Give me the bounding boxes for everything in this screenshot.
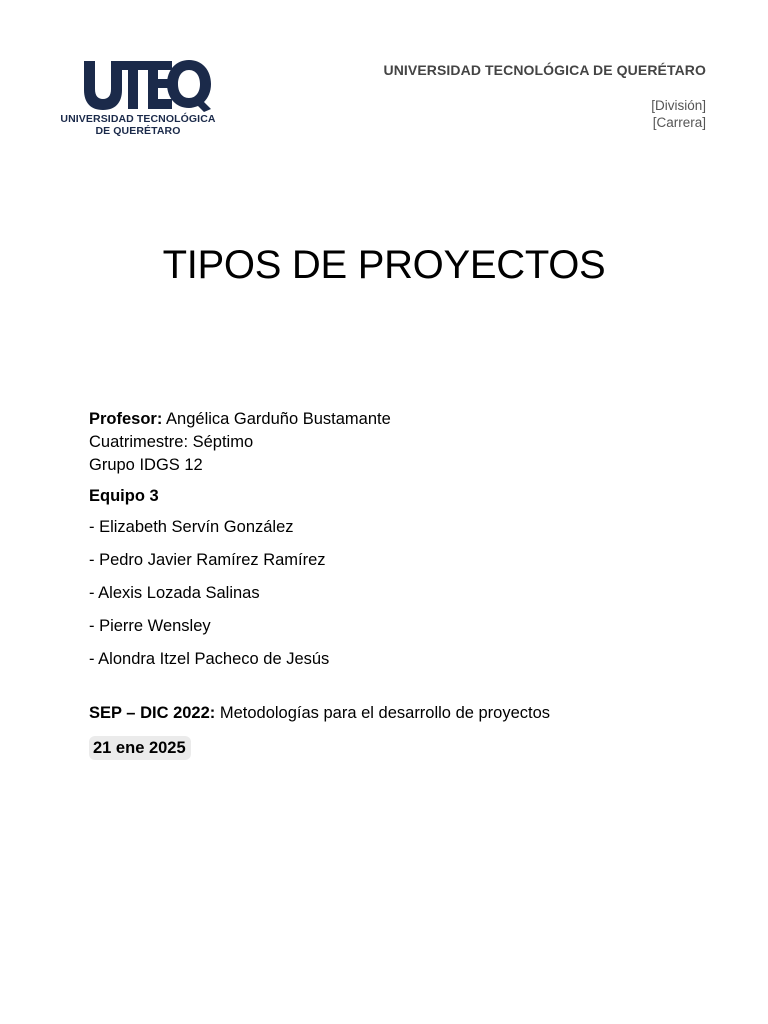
division-placeholder: [División]: [651, 98, 706, 113]
team-members-list: [89, 516, 709, 671]
professor-label: Profesor:: [89, 410, 163, 428]
header-info: [306, 61, 706, 131]
document-body: [89, 408, 709, 760]
team-member: - Alexis Lozada Salinas: [89, 584, 260, 602]
professor-name: Angélica Garduño Bustamante: [162, 410, 391, 428]
team-member: - Elizabeth Servín González: [89, 518, 294, 536]
document-title: TIPOS DE PROYECTOS: [162, 243, 606, 287]
team-member: - Pierre Wensley: [89, 617, 211, 635]
university-name: UNIVERSIDAD TECNOLÓGICA DE QUERÉTARO: [383, 62, 706, 78]
grupo-line: Grupo IDGS 12: [89, 456, 203, 474]
logo-text-line2: DE QUERÉTARO: [95, 125, 181, 137]
career-placeholder: [Carrera]: [652, 115, 706, 130]
professor-line: [89, 408, 709, 431]
logo-text-line1: UNIVERSIDAD TECNOLÓGICA: [60, 113, 216, 125]
cuatrimestre-line: Cuatrimestre: Séptimo: [89, 433, 254, 451]
team-label: Equipo 3: [89, 487, 159, 505]
course-line: [89, 702, 709, 725]
uteq-logo-q: [167, 58, 217, 112]
uteq-logo: [60, 58, 216, 142]
course-name: Metodologías para el desarrollo de proyectos: [215, 704, 551, 722]
course-period: SEP – DIC 2022:: [89, 704, 216, 722]
team-member: - Alondra Itzel Pacheco de Jesús: [89, 650, 330, 668]
date-chip[interactable]: 21 ene 2025: [89, 736, 191, 760]
team-member: - Pedro Javier Ramírez Ramírez: [89, 551, 326, 569]
